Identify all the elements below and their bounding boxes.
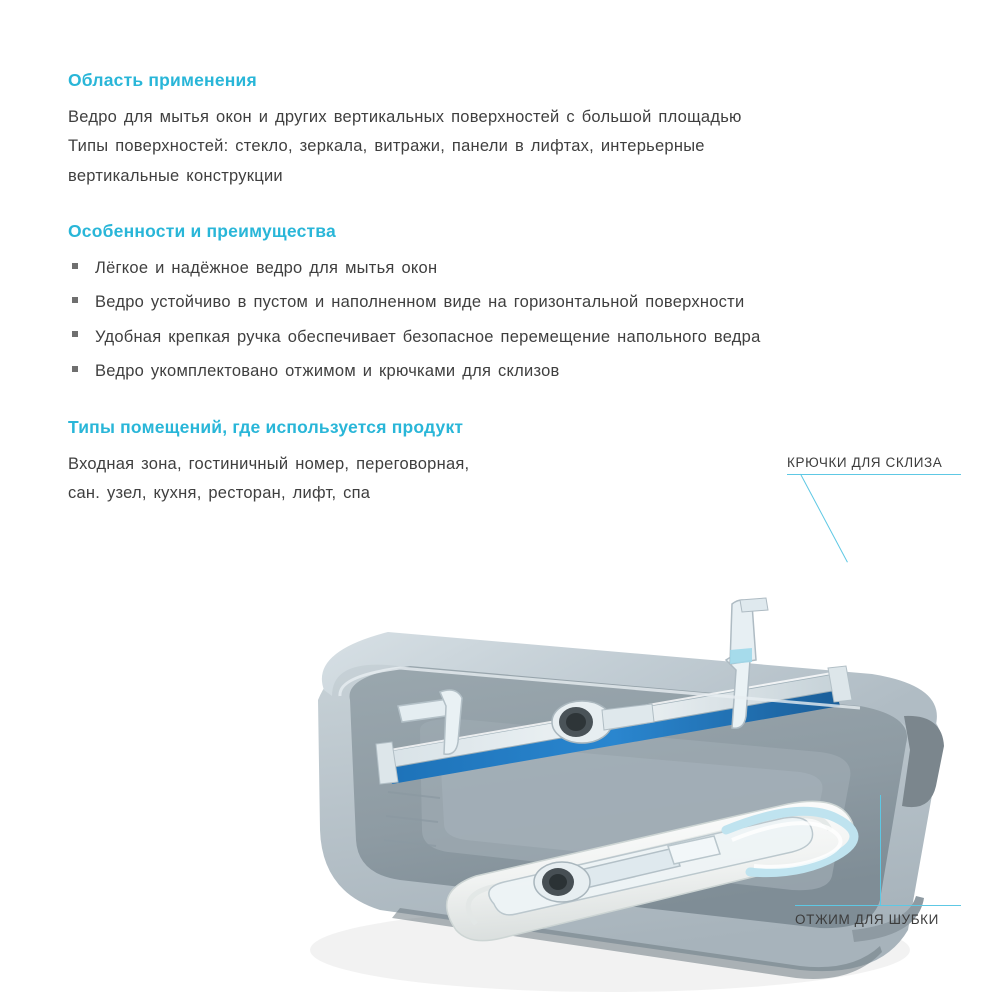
bullet-square-icon	[72, 366, 78, 372]
list-item-label: Ведро устойчиво в пустом и наполненном виде на горизонтальной поверхности	[95, 293, 745, 312]
callout-wringer-label: ОТЖИМ ДЛЯ ШУБКИ	[795, 912, 939, 927]
list-item-label: Ведро укомплектовано отжимом и крючками для склизов	[95, 362, 560, 381]
rooms-line-1: Входная зона, гостиничный номер, переговорная,	[68, 454, 470, 473]
list-item	[68, 288, 938, 317]
list-item	[68, 323, 938, 352]
features-list	[68, 254, 938, 386]
callout-wringer-leader-horizontal	[795, 905, 961, 906]
rooms-line-2: сан. узел, кухня, ресторан, лифт, спа	[68, 483, 371, 502]
applicability-line-2: Типы поверхностей: стекло, зеркала, витражи, панели в лифтах, интерьерные	[68, 137, 705, 156]
section-title-rooms: Типы помещений, где используется продукт	[68, 416, 464, 437]
section-applicability	[68, 70, 938, 191]
callout-wringer-leader-vertical	[880, 795, 881, 905]
section-title-features: Особенности и преимущества	[68, 221, 336, 242]
washer-swivel	[534, 862, 590, 902]
callout-hooks-leader-horizontal	[787, 474, 961, 475]
list-item	[68, 357, 938, 386]
applicability-line-1: Ведро для мытья окон и других вертикальных поверхностей с большой площадью	[68, 108, 742, 126]
bullet-square-icon	[72, 263, 78, 269]
applicability-line-3: вертикальные конструкции	[68, 166, 283, 185]
list-item-label: Лёгкое и надёжное ведро для мытья окон	[95, 259, 438, 278]
list-item	[68, 254, 938, 283]
section-features	[68, 221, 938, 386]
section-title-applicability: Область применения	[68, 70, 257, 90]
list-item-label: Удобная крепкая ручка обеспечивает безопасное перемещение напольного ведра	[95, 327, 761, 346]
callout-hooks-label: КРЮЧКИ ДЛЯ СКЛИЗА	[787, 455, 943, 470]
bullet-square-icon	[72, 297, 78, 303]
bullet-square-icon	[72, 331, 78, 337]
